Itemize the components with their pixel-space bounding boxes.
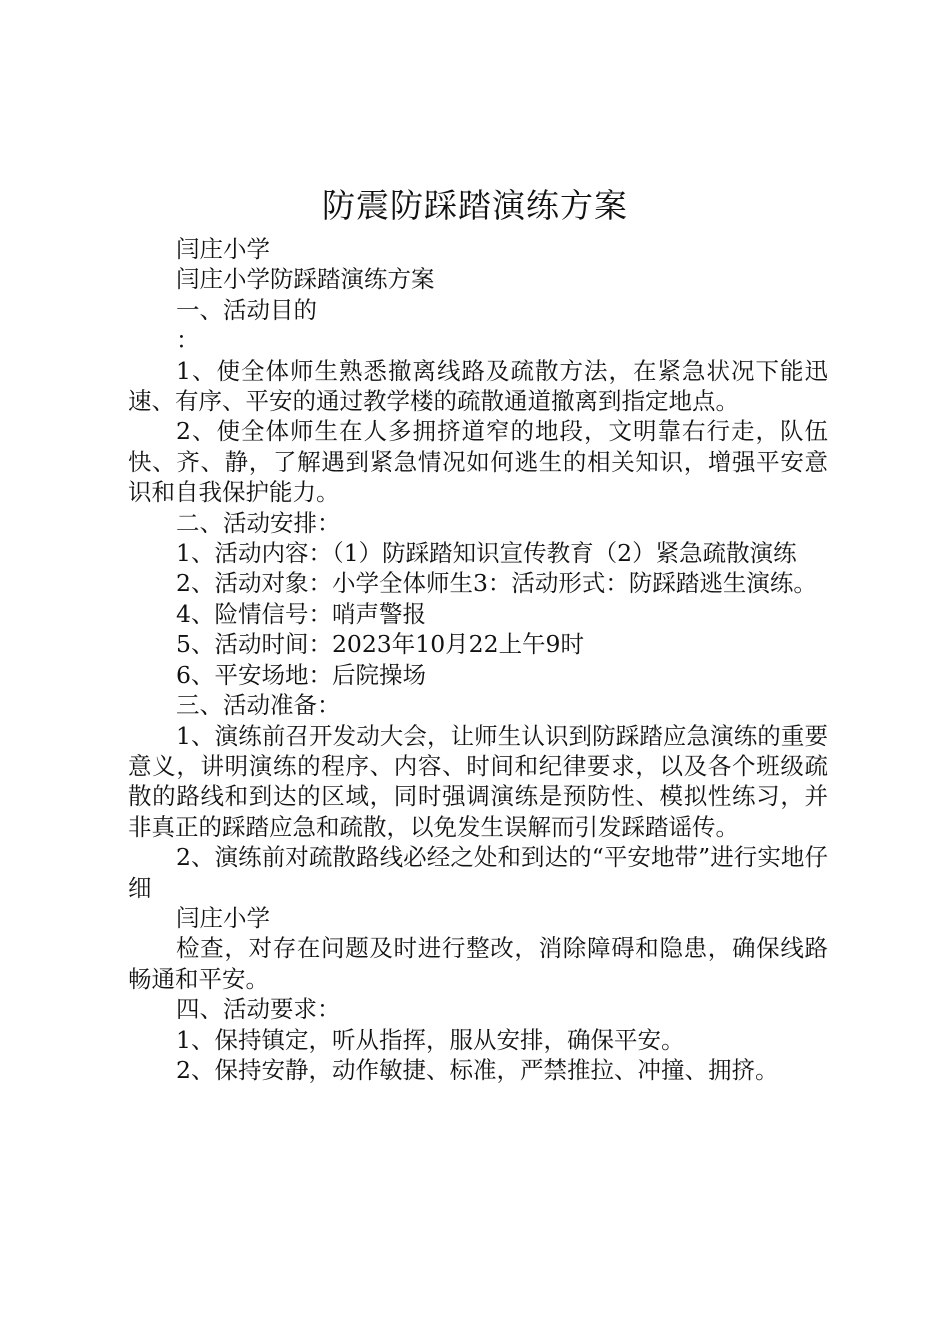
section-heading-purpose: 一、活动目的 [176,295,317,324]
section-heading-requirements: 四、活动要求： [176,995,341,1024]
paragraph: 6、平安场地：后院操场 [176,660,426,689]
paragraph: 2、保持安静，动作敏捷、标准，严禁推拉、冲撞、拥挤。 [176,1055,779,1084]
school-name: 闫庄小学 [176,903,270,932]
section-heading-preparation: 三、活动准备： [176,691,341,720]
document-title: 防震防踩踏演练方案 [322,186,628,225]
paragraph: 5、活动时间：2023年10月22上午9时 [176,630,585,659]
paragraph: 1、使全体师生熟悉撤离线路及疏散方法，在紧急状况下能迅速、有序、平安的通过教学楼的疏散通道撤离到指定地点。 [128,356,828,416]
paragraph: 检查，对存在问题及时进行整改，消除障碍和隐患，确保线路畅通和平安。 [128,934,828,993]
plan-subtitle: 闫庄小学防踩踏演练方案 [176,265,435,294]
paragraph: 1、活动内容：（1）防踩踏知识宣传教育（2）紧急疏散演练 [176,539,797,568]
paragraph: 2、演练前对疏散路线必经之处和到达的“平安地带”进行实地仔细 [128,843,828,902]
document-body [128,234,828,1085]
paragraph: 4、险情信号：哨声警报 [176,599,426,628]
section-heading-arrangement: 二、活动安排： [176,508,341,537]
paragraph: 1、演练前召开发动大会，让师生认识到防踩踏应急演练的重要意义，讲明演练的程序、内容、时间和纪律要求，以及各个班级疏散的路线和到达的区域，同时强调演练是预防性、模拟性练习，并非真正的踩踏应急和疏散，以免发生误解而引发踩踏谣传。 [128,721,828,841]
paragraph: 2、活动对象：小学全体师生3：活动形式：防踩踏逃生演练。 [176,569,817,598]
paragraph: 2、使全体师生在人多拥挤道窄的地段，文明靠右行走，队伍快、齐、静，了解遇到紧急情况如何逃生的相关知识，增强平安意识和自我保护能力。 [128,417,828,507]
paragraph: 1、保持镇定，听从指挥，服从安排，确保平安。 [176,1025,685,1054]
school-name: 闫庄小学 [176,235,270,263]
paragraph: ： [176,326,200,355]
